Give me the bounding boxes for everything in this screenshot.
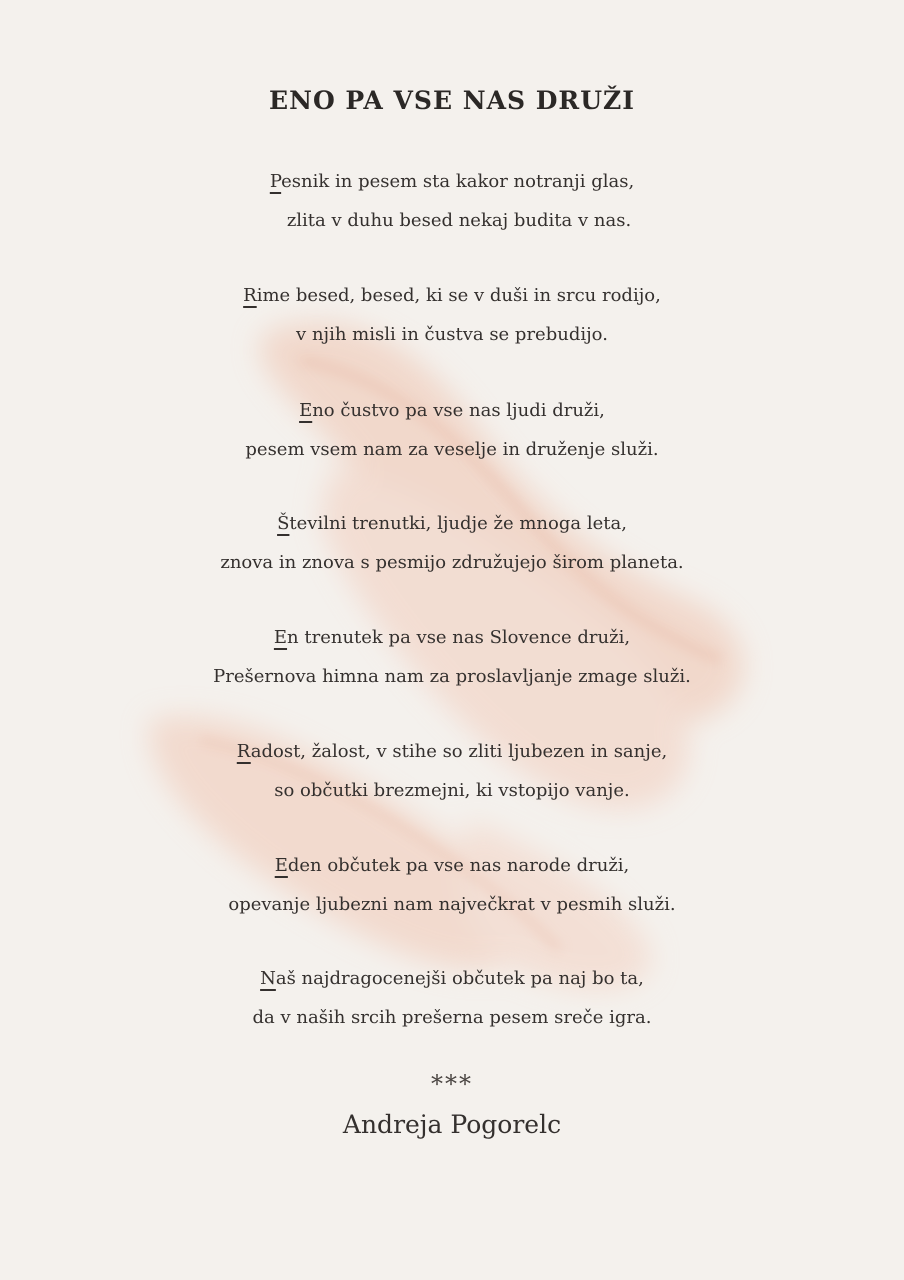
acrostic-initial: N bbox=[260, 968, 276, 989]
line-text: esnik in pesem sta kakor notranji glas, bbox=[281, 171, 635, 192]
acrostic-initial: R bbox=[243, 285, 257, 306]
stanza-line: opevanje ljubezni nam največkrat v pesmih služi. bbox=[228, 894, 676, 915]
separator-asterisks: *** bbox=[431, 1070, 473, 1098]
line-text: no čustvo pa vse nas ljudi druži, bbox=[312, 400, 605, 421]
stanza-line: so občutki brezmejni, ki vstopijo vanje. bbox=[274, 780, 630, 801]
stanza-line bbox=[0, 391, 904, 430]
line-text: den občutek pa vse nas narode druži, bbox=[287, 855, 630, 876]
line-text: aš najdragocenejši občutek pa naj bo ta, bbox=[275, 968, 644, 989]
line-text: adost, žalost, v stihe so zliti ljubezen in sanje, bbox=[250, 741, 668, 762]
stanza-line: pesem vsem nam za veselje in druženje služi. bbox=[245, 439, 659, 460]
stanza-line: da v naših srcih prešerna pesem sreče igra. bbox=[252, 1007, 652, 1028]
stanza-line bbox=[0, 846, 904, 885]
line-text: ime besed, besed, ki se v duši in srcu rodijo, bbox=[256, 285, 661, 306]
stanza-line bbox=[0, 732, 904, 771]
stanza-line bbox=[0, 504, 904, 543]
stanza-line bbox=[0, 276, 904, 315]
stanza-line: znova in znova s pesmijo združujejo širom planeta. bbox=[220, 552, 684, 573]
stanza-3 bbox=[0, 391, 904, 469]
stanza-6 bbox=[0, 732, 904, 810]
stanza-4 bbox=[0, 504, 904, 582]
author-name: Andreja Pogorelc bbox=[342, 1110, 562, 1139]
poem-title: ENO PA VSE NAS DRUŽI bbox=[269, 86, 635, 115]
acrostic-initial: Š bbox=[277, 513, 290, 534]
stanza-line bbox=[0, 618, 904, 657]
stanza-2 bbox=[0, 276, 904, 354]
stanza-line: zlita v duhu besed nekaj budita v nas. bbox=[286, 210, 632, 231]
stanza-8 bbox=[0, 959, 904, 1037]
stanza-line bbox=[0, 959, 904, 998]
stanza-line: Prešernova himna nam za proslavljanje zmage služi. bbox=[213, 666, 691, 687]
line-text: n trenutek pa vse nas Slovence druži, bbox=[287, 627, 631, 648]
acrostic-initial: E bbox=[299, 400, 313, 421]
stanza-line: v njih misli in čustva se prebudijo. bbox=[296, 324, 608, 345]
line-text: tevilni trenutki, ljudje že mnoga leta, bbox=[289, 513, 627, 534]
stanza-5 bbox=[0, 618, 904, 696]
acrostic-initial: E bbox=[273, 627, 288, 648]
stanza-line bbox=[0, 162, 904, 201]
acrostic-initial: E bbox=[274, 855, 288, 876]
stanza-1 bbox=[0, 162, 904, 240]
acrostic-initial: P bbox=[269, 171, 282, 192]
stanza-7 bbox=[0, 846, 904, 924]
acrostic-initial: R bbox=[236, 741, 251, 762]
